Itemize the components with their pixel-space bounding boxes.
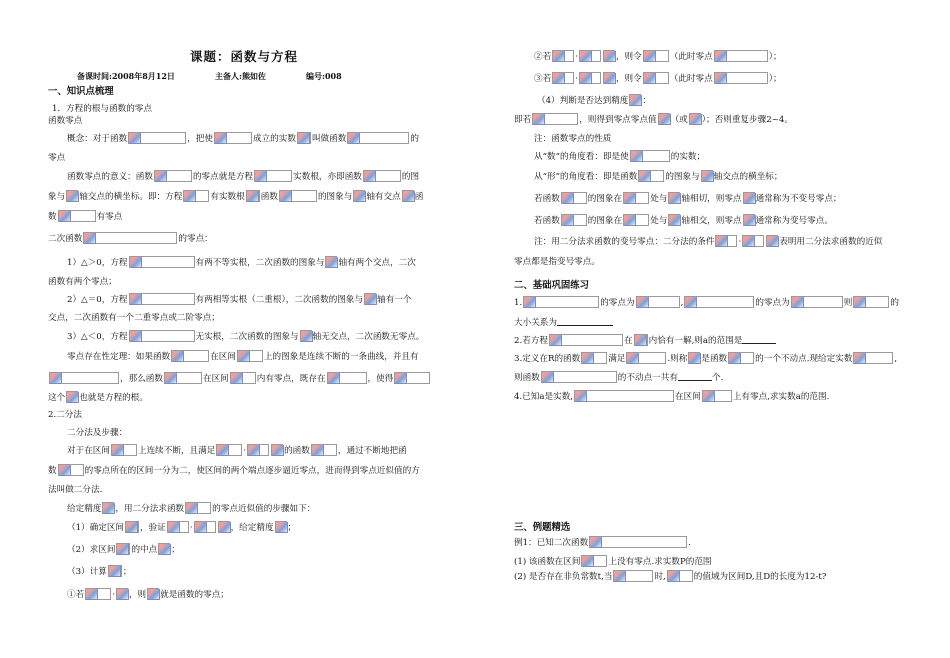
text-line: ，那么函数 在区间 内有零点，既存在 ，使得 bbox=[48, 372, 431, 386]
exercise-line: 大小关系为 bbox=[514, 315, 613, 330]
text-line: 给定精度 ，用二分法求函数 的零点近似值的步骤如下： bbox=[67, 504, 316, 514]
text-line: 若函数 的图象在 处与 轴相交，则零点 通常称为变号零点。 bbox=[534, 216, 833, 226]
formula-image bbox=[394, 372, 430, 384]
text-line: 注：用二分法求函数的变号零点：二分法的条件 · 表明用二分法求函数的近似 bbox=[534, 237, 883, 247]
text-line: 3）△＜0，方程 无实根，二次函数的图象与 轴无交点，二次函数无零点。 bbox=[67, 332, 425, 342]
formula-image bbox=[216, 444, 242, 456]
section-heading: 二、基础巩固练习 bbox=[514, 280, 590, 291]
formula-image bbox=[634, 334, 648, 346]
formula-image bbox=[742, 235, 764, 247]
formula-image bbox=[300, 330, 312, 342]
meta-author: 主备人:熊如佐 bbox=[215, 71, 266, 81]
exercise-line: 4.已知a是实数, 在区间 上有零点,求实数a的范围. bbox=[514, 392, 830, 402]
formula-image bbox=[623, 214, 649, 226]
formula-image bbox=[363, 170, 401, 182]
paragraph: 1．方程的根与函数的零点 bbox=[52, 104, 152, 114]
formula-image bbox=[49, 372, 119, 384]
formula-image bbox=[214, 132, 252, 144]
text-line: 数 有零点 bbox=[48, 212, 123, 222]
formula-image bbox=[766, 235, 778, 247]
formula-image bbox=[116, 588, 128, 600]
exercise-line: 则函数 的不动点一共有 个. bbox=[514, 370, 723, 385]
text-line: 从“形”的角度看：即是函数 的图象与 轴交点的横坐标； bbox=[534, 172, 783, 182]
formula-image bbox=[58, 210, 96, 222]
text-line: 二分法及步骤： bbox=[67, 428, 128, 438]
formula-image bbox=[353, 190, 365, 202]
formula-image bbox=[66, 190, 78, 202]
text-line: 从“数”的角度看：即是使 的实数； bbox=[534, 152, 706, 162]
formula-image bbox=[523, 296, 599, 308]
formula-image bbox=[702, 390, 732, 402]
formula-image bbox=[58, 464, 84, 476]
formula-image bbox=[623, 192, 649, 204]
text-line: 二次函数 的零点： bbox=[48, 234, 213, 244]
formula-image bbox=[129, 256, 195, 268]
formula-image bbox=[158, 543, 170, 555]
text-line: （1）确定区间 ，验证 · ，给定精度 ； bbox=[67, 523, 297, 533]
example-line: (2) 是否存在非负常数t,当 时, 的值域为区间D,且D的长度为12-t? bbox=[514, 572, 827, 582]
paragraph: 函数零点 bbox=[48, 116, 83, 126]
formula-image bbox=[85, 588, 111, 600]
formula-image bbox=[853, 296, 889, 308]
page-title: 课题：函数与方程 bbox=[190, 49, 299, 64]
formula-image bbox=[183, 190, 209, 202]
formula-image bbox=[638, 170, 664, 182]
formula-image bbox=[613, 570, 653, 582]
text-line: 法叫做二分法． bbox=[48, 485, 109, 495]
formula-image bbox=[271, 444, 283, 456]
text-line: （2）求区间 的中点 ； bbox=[67, 545, 180, 555]
formula-image bbox=[246, 190, 260, 202]
formula-image bbox=[237, 350, 263, 362]
text-line: 函数有两个零点； bbox=[48, 277, 117, 287]
formula-image bbox=[194, 521, 216, 533]
formula-image bbox=[701, 170, 713, 182]
formula-image bbox=[254, 170, 292, 182]
formula-image bbox=[83, 232, 177, 244]
text-line: 象与 轴交点的横坐标。即：方程 有实数根 函数 的图象与 轴有交点 函 bbox=[48, 192, 424, 202]
formula-image bbox=[185, 502, 211, 514]
formula-image bbox=[279, 190, 317, 202]
formula-image bbox=[364, 293, 376, 305]
text-line: 即若 ，则得到零点零点值 （或 ）；否则重复步骤2~4。 bbox=[514, 115, 793, 125]
formula-image bbox=[561, 192, 587, 204]
text-line: 2）△＝0，方程 有两相等实根（二重根），二次函数的图象与 轴有一个 bbox=[67, 295, 412, 305]
answer-blank[interactable] bbox=[557, 315, 613, 326]
formula-image bbox=[311, 444, 337, 456]
text-line: 数 的零点所在的区间一分为二，使区间的两个端点逐步逼近零点，进而得到零点近似值的方 bbox=[48, 466, 420, 476]
formula-image bbox=[297, 132, 311, 144]
formula-image bbox=[108, 565, 122, 577]
formula-image bbox=[111, 444, 137, 456]
text-line: ②若 · ，则令 （此时零点 ）； bbox=[534, 52, 782, 62]
formula-image bbox=[552, 72, 574, 84]
example-line: 例1：已知二次函数 . bbox=[514, 538, 691, 548]
formula-image bbox=[688, 352, 700, 364]
formula-image bbox=[658, 113, 670, 125]
text-line: 零点 bbox=[48, 153, 66, 163]
formula-image bbox=[626, 352, 666, 364]
formula-image bbox=[275, 521, 287, 533]
formula-image bbox=[581, 352, 607, 364]
formula-image bbox=[668, 192, 680, 204]
formula-image bbox=[561, 214, 587, 226]
formula-image bbox=[230, 372, 256, 384]
answer-blank[interactable] bbox=[742, 333, 776, 344]
formula-image bbox=[541, 371, 617, 383]
text-line: 函数零点的意义：函数 的零点就是方程 实数根，亦即函数 的图 bbox=[67, 172, 420, 182]
formula-image bbox=[579, 50, 601, 62]
formula-image bbox=[689, 113, 701, 125]
formula-image bbox=[125, 521, 139, 533]
formula-image bbox=[532, 113, 578, 125]
formula-image bbox=[589, 536, 687, 548]
formula-image bbox=[102, 502, 114, 514]
formula-image bbox=[327, 372, 367, 384]
formula-image bbox=[325, 256, 337, 268]
formula-image bbox=[129, 293, 195, 305]
formula-image bbox=[714, 72, 768, 84]
formula-image bbox=[552, 50, 574, 62]
formula-image bbox=[743, 214, 755, 226]
formula-image bbox=[218, 521, 230, 533]
text-line: ①若 · ，则 就是函数的零点； bbox=[67, 590, 229, 600]
formula-image bbox=[128, 132, 186, 144]
formula-image bbox=[684, 296, 754, 308]
formula-image bbox=[247, 444, 269, 456]
text-line: 注：函数零点的性质 bbox=[534, 134, 612, 144]
exercise-line: 3.定义在R的函数 满足 .则称 是函数 的一个不动点.现给定实数 , bbox=[514, 354, 898, 364]
formula-image bbox=[154, 170, 192, 182]
formula-image bbox=[643, 72, 669, 84]
example-line: (1) 该函数在区间 上没有零点.求实数P的范围 bbox=[514, 557, 712, 567]
formula-image bbox=[347, 132, 409, 144]
text-line: 零点都是指变号零点。 bbox=[514, 257, 600, 267]
formula-image bbox=[581, 555, 607, 567]
formula-image bbox=[714, 50, 768, 62]
text-line: 对于在区间 上连续不断，且满足 · 的函数 ，通过不断地把函 bbox=[67, 446, 407, 456]
text-line: ③若 · ，则令 （此时零点 ）； bbox=[534, 74, 782, 84]
meta-date: 备课时间:2008年8月12日 bbox=[77, 71, 175, 81]
formula-image bbox=[630, 150, 670, 162]
formula-image bbox=[715, 235, 737, 247]
formula-image bbox=[549, 334, 623, 346]
formula-image bbox=[116, 543, 130, 555]
formula-image bbox=[579, 72, 601, 84]
text-line: 概念：对于函数 ，把使 成立的实数 叫做函数 的 bbox=[67, 134, 419, 144]
text-line: 若函数 的图象在 处与 轴相切，则零点 通常称为不变号零点； bbox=[534, 194, 842, 204]
text-line: （3）计算 ； bbox=[67, 567, 132, 577]
section-heading: 一、知识点梳理 bbox=[48, 86, 114, 97]
formula-image bbox=[574, 390, 674, 402]
formula-image bbox=[167, 521, 189, 533]
formula-image bbox=[129, 330, 195, 342]
exercise-line: 1. 的零点为 , 的零点为 则 的 bbox=[514, 298, 899, 308]
formula-image bbox=[147, 588, 159, 600]
formula-image bbox=[603, 50, 615, 62]
text-line: 零点存在性定理：如果函数 在区间 上的图象是连续不断的一条曲线，并且有 bbox=[67, 352, 419, 362]
answer-blank[interactable] bbox=[678, 370, 712, 381]
formula-image bbox=[164, 372, 202, 384]
text-line: 1）△＞0，方程 有两不等实根，二次函数的图象与 轴有两个交点，二次 bbox=[67, 258, 416, 268]
formula-image bbox=[853, 352, 893, 364]
meta-number: 编号:008 bbox=[306, 71, 342, 81]
formula-image bbox=[629, 94, 641, 106]
text-line: （4）判断是否达到精度 ： bbox=[537, 96, 652, 106]
section-heading: 三、例题精选 bbox=[514, 522, 571, 533]
formula-image bbox=[636, 296, 680, 308]
subsection-heading: 2.二分法 bbox=[48, 410, 82, 420]
text-line: 这个 也就是方程的根。 bbox=[48, 393, 148, 403]
formula-image bbox=[743, 192, 755, 204]
formula-image bbox=[66, 391, 78, 403]
formula-image bbox=[668, 214, 680, 226]
formula-image bbox=[667, 570, 693, 582]
exercise-line: 2.若方程 在 内恰有一解,则a的范围是 bbox=[514, 333, 776, 348]
text-line: 交点，二次函数有一个二重零点或二阶零点； bbox=[48, 313, 220, 323]
formula-image bbox=[402, 190, 414, 202]
formula-image bbox=[603, 72, 615, 84]
formula-image bbox=[171, 350, 209, 362]
formula-image bbox=[643, 50, 669, 62]
formula-image bbox=[791, 296, 843, 308]
formula-image bbox=[728, 352, 754, 364]
